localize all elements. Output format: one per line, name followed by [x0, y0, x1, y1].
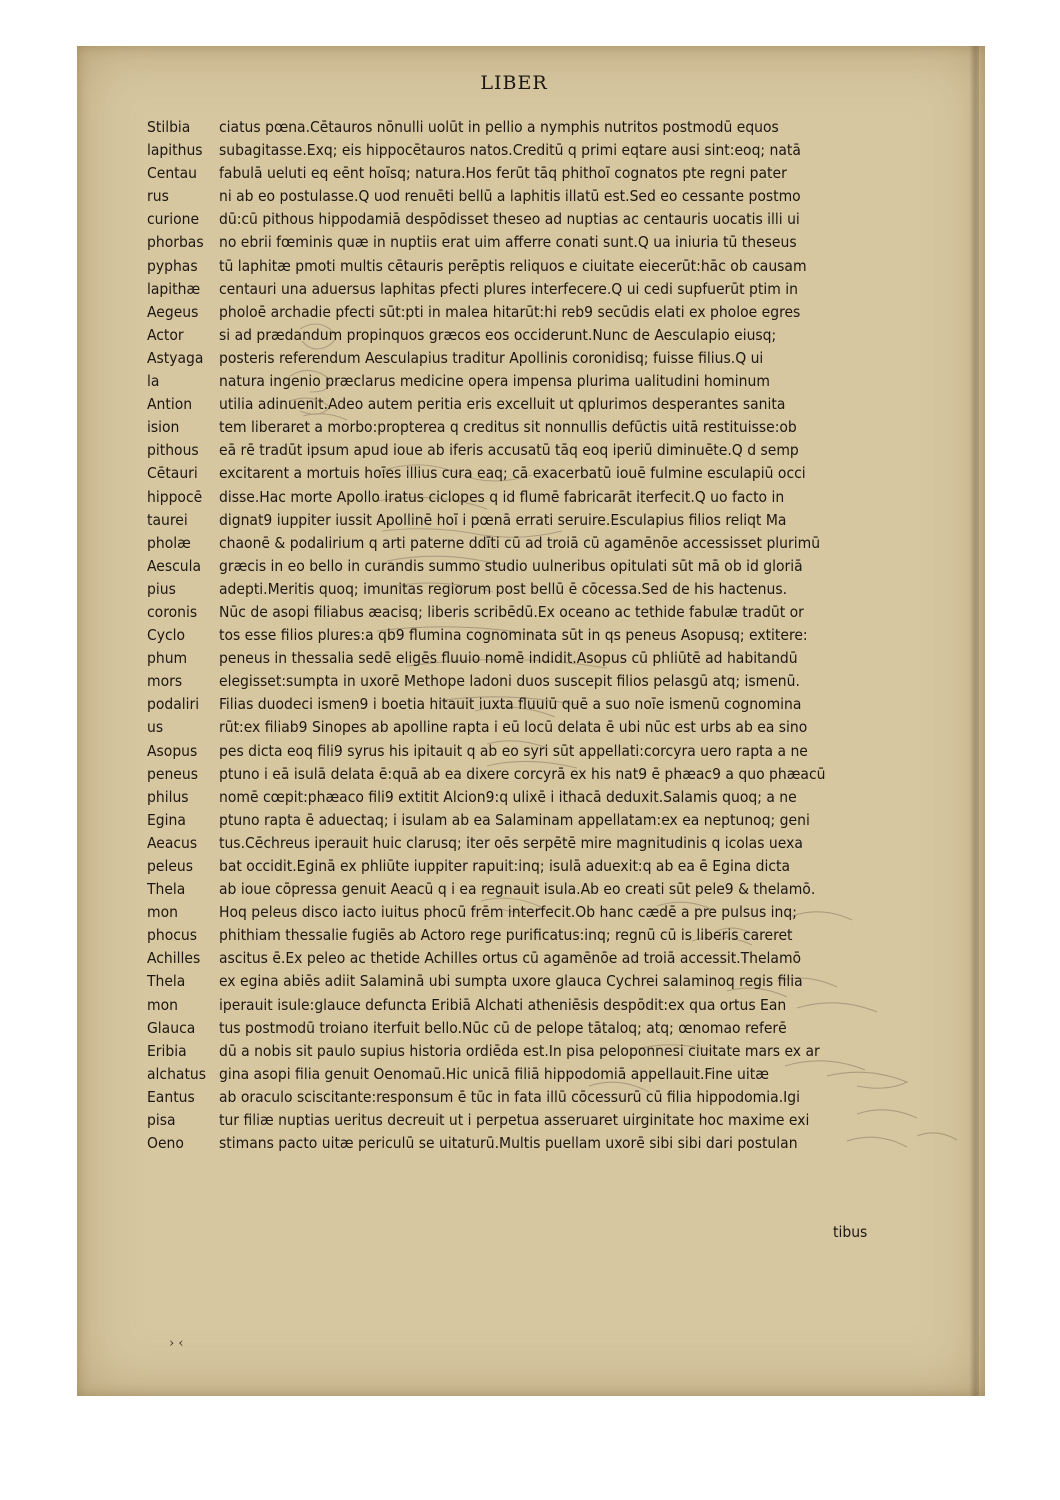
margin-note: us	[147, 718, 164, 737]
text-line: tus.Cēchreus iperauit huic clarusq; iter oēs serpētē mire magnitudinis q icolas uexa	[219, 833, 803, 852]
text-line: iperauit isule:glauce defuncta Eribiā Alchati atheniēsis despōdit:ex qua ortus Ean	[219, 995, 787, 1014]
body-text-column	[219, 116, 879, 1155]
text-line: utilia adinuenit.Adeo autem peritia eris excelluit ut qplurimos desperantes sanita	[219, 395, 786, 414]
margin-note: hippocē	[147, 487, 203, 506]
margin-note: Achilles	[147, 949, 201, 968]
margin-note: Asopus	[147, 741, 198, 760]
margin-note: ision	[147, 418, 180, 437]
text-line: tur filiæ nuptias ueritus decreuit ut i perpetua asseruaret uirginitate hoc maxime exi	[219, 1111, 810, 1130]
text-line: dū a nobis sit paulo supius historia ordiēda est.In pisa peloponnesi ciuitate mars ex ar	[219, 1041, 820, 1060]
running-header: LIBER	[480, 72, 548, 94]
margin-note: curione	[147, 210, 200, 229]
margin-note: pithous	[147, 441, 199, 460]
margin-note: pholæ	[147, 533, 191, 552]
text-line: excitarent a mortuis hoīes illius cura eaq; cā exacerbatū iouē fulmine esculapiū occi	[219, 464, 806, 483]
margin-note: philus	[147, 787, 189, 806]
page-gutter-shadow	[969, 46, 979, 1396]
text-line: bat occidit.Eginā ex phliūte iuppiter rapuit:inq; isulā aduexit:q ab ea ē Egina dicta	[219, 857, 791, 875]
margin-note: lapithus	[147, 141, 203, 160]
text-line: Hoq peleus disco iacto iuitus phocū frēm interfecit.Ob hanc cædē a pre pulsus inq;	[219, 903, 797, 922]
text-line: phithiam thessalie fugiēs ab Actoro rege purificatus:inq; regnū cū is liberis careret	[219, 926, 793, 945]
text-line: natura ingenio præclarus medicine opera impensa plurima ualitudini hominum	[219, 372, 770, 391]
margin-note: peleus	[147, 857, 194, 875]
text-line: ni ab eo postulasse.Q uod renuēti bellū a laphitis illatū est.Sed eo cessante postmo	[219, 187, 801, 206]
margin-stray-marks: › ‹	[169, 1336, 184, 1351]
margin-note: Actor	[147, 325, 184, 344]
text-line: stimans pacto uitæ periculū se uitaturū.Multis puellam uxorē sibi sibi dari postulan	[219, 1134, 798, 1153]
margin-notes-column	[147, 116, 221, 1155]
text-line: adepti.Meritis quoq; imunitas regiorum post bellū ē cōcessa.Sed de his hactenus.	[219, 579, 788, 598]
margin-note: la	[147, 372, 160, 391]
margin-note: Cyclo	[147, 626, 186, 645]
text-line: si ad prædandum propinquos græcos eos occiderunt.Nunc de Aesculapio eiusq;	[219, 325, 777, 344]
text-line: dignat9 iuppiter iussit Apollinē hoī i pœnā errati seruire.Esculapius filios reliqt Ma	[219, 510, 787, 529]
text-line: ex egina abiēs adiit Salaminā ubi sumpta uxore glauca Cychrei salaminoq regis filia	[219, 972, 803, 991]
text-line: centauri una aduersus laphitas pfecti plures interfecere.Q ui cedi supfuerūt ptim in	[219, 279, 798, 298]
margin-note: Thela	[147, 972, 186, 991]
margin-note: taurei	[147, 510, 188, 529]
margin-note: coronis	[147, 602, 198, 621]
text-line: chaonē & podalirium q arti paterne ddīti cū ad troiā cū agamēnōe accessisset plurimū	[219, 533, 821, 552]
margin-note: Aescula	[147, 556, 202, 575]
text-line: no ebrii fœminis quæ in nuptiis erat uim afferre conati sunt.Q ua iniuria tū theseus	[219, 233, 797, 252]
margin-note: Eantus	[147, 1087, 195, 1106]
margin-note: rus	[147, 187, 169, 206]
margin-note: Aeacus	[147, 833, 198, 852]
margin-note: Cētauri	[147, 464, 198, 483]
text-line: pes dicta eoq fili9 syrus his ipitauit q ab eo syri sūt appellati:corcyra uero rapta a ne	[219, 741, 808, 760]
text-line: ptuno rapta ē aduectaq; i isulam ab ea Salaminam appellatam:ex ea neptunoq; geni	[219, 810, 810, 829]
margin-note: pius	[147, 579, 176, 598]
margin-note: phocus	[147, 926, 197, 945]
margin-note: Glauca	[147, 1018, 196, 1037]
margin-note: Stilbia	[147, 118, 191, 136]
margin-note: Astyaga	[147, 348, 204, 367]
text-line: Nūc de asopi filiabus æacisq; liberis scribēdū.Ex oceano ac tethide fabulæ tradūt or	[219, 602, 804, 621]
text-line: posteris referendum Aesculapius traditur Apollinis coronidisq; fuisse filius.Q ui	[219, 348, 764, 367]
margin-note: Oeno	[147, 1134, 184, 1153]
margin-note: peneus	[147, 764, 198, 783]
catchword: tibus	[833, 1223, 868, 1241]
text-line: Filias duodeci ismen9 i boetia hitauit iuxta fluuiū quē a suo noīe ismenū cognomina	[219, 695, 802, 714]
text-line: nomē cœpit:phæaco fili9 extitit Alcion9:q ulixē i ithacā deduxit.Salamis quoq; a ne	[219, 787, 797, 806]
text-line: ptuno i eā isulā delata ē:quā ab ea dixere corcyrā ex his nat9 ē phæac9 a quo phæacū	[219, 764, 826, 783]
text-line: ab ioue cōpressa genuit Aeacū q i ea regnauit isula.Ab eo creati sūt pele9 & thelamō.	[219, 880, 816, 899]
text-line: fabulā ueluti eq eēnt hoīsq; natura.Hos ferūt tāq phithoī cognatos pte regni pater	[219, 164, 787, 183]
margin-note: Aegeus	[147, 302, 199, 321]
margin-note: Centau	[147, 164, 198, 183]
text-line: gina asopi filia genuit Oenomaū.Hic unicā filiā hippodomiā appellauit.Fine uitæ	[219, 1064, 769, 1083]
margin-note: Eribia	[147, 1041, 187, 1060]
margin-note: pyphas	[147, 256, 198, 275]
margin-note: Antion	[147, 395, 193, 414]
text-line: græcis in eo bello in curandis summo studio uulneribus opitulati sūt mā ob id gloriā	[219, 556, 803, 575]
text-line: rūt:ex filiab9 Sinopes ab apolline rapta i eū locū delata ē ubi nūc est urbs ab ea sino	[219, 718, 808, 737]
text-line: ascitus ē.Ex peleo ac thetide Achilles ortus cū agamēnōe ad troiā accessit.Thelamō	[219, 949, 802, 968]
margin-note: Thela	[147, 880, 186, 899]
text-line: pholoē archadie pfecti sūt:pti in malea hitarūt:hi reb9 secūdis elati ex pholoe egres	[219, 302, 801, 321]
margin-note: mon	[147, 995, 178, 1014]
margin-note: mon	[147, 903, 178, 922]
margin-note: pisa	[147, 1111, 176, 1130]
margin-note: lapithæ	[147, 279, 201, 298]
text-line: ab oraculo sciscitante:responsum ē tūc in fata illū cōcessurū cū filia hippodomia.Igi	[219, 1087, 800, 1106]
margin-note: mors	[147, 672, 183, 691]
text-line: elegisset:sumpta in uxorē Methope ladoni duos suscepit filios pelasgū atq; ismenū.	[219, 672, 800, 691]
text-line: disse.Hac morte Apollo iratus ciclopes q id flumē fabricarāt iterfecit.Q uo facto in	[219, 487, 785, 506]
text-line: tem liberaret a morbo:propterea q creditus sit nonnullis defūctis uitā restituisse:ob	[219, 418, 797, 437]
margin-note: Egina	[147, 810, 186, 829]
text-line: peneus in thessalia sedē eligēs fluuio nomē indidit.Asopus cū phliūtē ad habitandū	[219, 649, 798, 668]
text-line: eā rē tradūt ipsum apud ioue ab iferis accusatū tāq eoq iperiū diminuēte.Q d semp	[219, 441, 799, 460]
text-line: dū:cū pithous hippodamiā despōdisset theseo ad nuptias ac centauris uocatis illi ui	[219, 210, 800, 229]
text-line: tus postmodū troiano iterfuit bello.Nūc cū de pelope tātaloq; atq; œnomao referē	[219, 1018, 787, 1037]
text-line: tos esse filios plures:a qb9 flumina cognominata sūt in qs peneus Asopusq; extitere:	[219, 626, 808, 645]
text-line: ciatus pœna.Cētauros nōnulli uolūt in pellio a nymphis nutritos postmodū equos	[219, 118, 779, 136]
text-line: subagitasse.Exq; eis hippocētauros natos.Creditū q primi eqtare ausi sint:eoq; natā	[219, 141, 801, 160]
margin-note: phorbas	[147, 233, 204, 252]
margin-note: alchatus	[147, 1064, 207, 1083]
margin-note: phum	[147, 649, 188, 668]
text-line: tū laphitæ pmoti multis cētauris perēptis reliquos e ciuitate eiecerūt:hāc ob causam	[219, 256, 807, 275]
margin-note: podaliri	[147, 695, 200, 714]
